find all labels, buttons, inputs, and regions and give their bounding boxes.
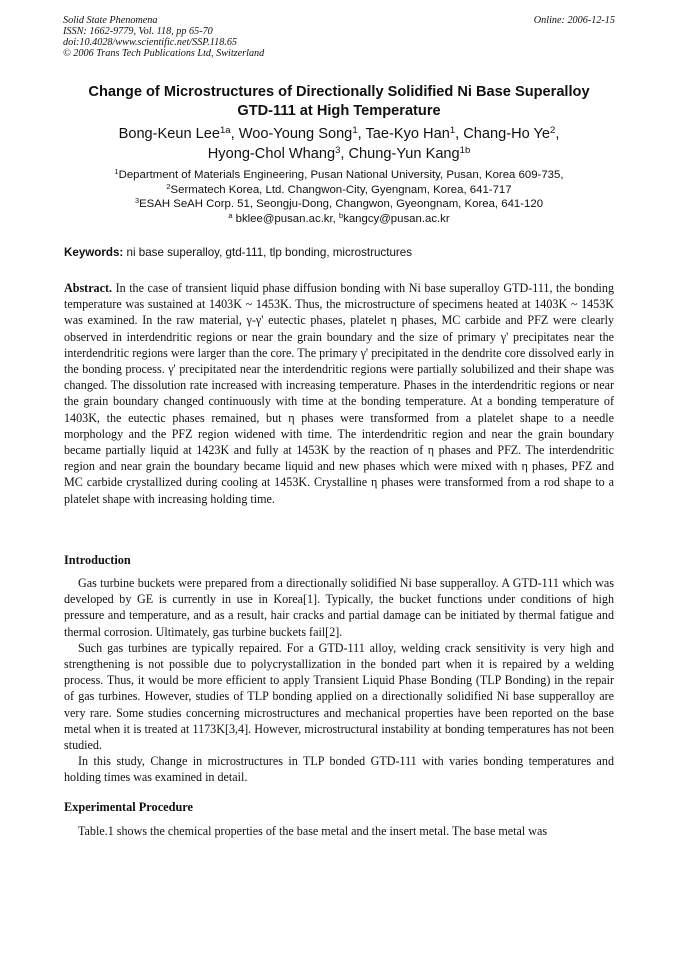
paragraph: Table.1 shows the chemical properties of the base metal and the insert metal. The base metal was — [78, 824, 548, 838]
affil-text: ESAH SeAH Corp. 51, Seongju-Dong, Changwon, Gyeongnam, Korea, 641-120 — [139, 198, 544, 210]
affil-mark: 1 — [114, 167, 119, 176]
email-mark: a — [228, 210, 233, 220]
author-name: Woo-Young Song — [238, 126, 353, 142]
journal-issn: ISSN: 1662-9779, Vol. 118, pp 65-70 — [63, 26, 213, 37]
affil-text: Sermatech Korea, Ltd. Changwon-City, Gyengnam, Korea, 641-717 — [170, 183, 512, 196]
author-affil-mark: 3 — [335, 145, 341, 156]
abstract — [64, 280, 614, 507]
keywords-label: Keywords: — [64, 246, 124, 259]
experimental-heading: Experimental Procedure — [64, 800, 193, 814]
keywords — [64, 246, 412, 260]
email-a[interactable]: bkleе@pusan.ac.kr, — [235, 212, 336, 225]
paper-title — [40, 83, 638, 121]
author-emails — [40, 212, 638, 227]
paragraph: Gas turbine buckets were prepared from a directionally solidified Ni base supperalloy. A GTD-111 which was developed by GE is currently in use in Korea[1]. Typically, the bucket functions under conditions of high pressure and temperature, and as a result, hair cracks and partial damage can be initiated by thermal fatigue and thermal corrosion. Ultimately, gas turbine buckets fail[2]. — [64, 576, 614, 639]
online-date: Online: 2006-12-15 — [533, 15, 615, 26]
author-affil-mark: 1 — [352, 125, 358, 136]
paragraph: Such gas turbines are typically repaired. For a GTD-111 alloy, welding crack sensitivity is very high and strengthening is not possible due to polycrystallization in the bonded part when it is repaired by a welding process. Thus, it would be more efficient to apply Transient Liquid Phase Bonding (TLP Bonding) in the repair of gas turbines. However, studies of TLP bonding applied on a directionally solidified Ni base supperalloy are very rare. Some studies concerning microstructures and mechanical properties have been reported on the base metal when it is treated at 1173K[3,4]. However, microstructural instability at bonding temperatures has not been studied. — [64, 640, 614, 753]
author-name: Chung-Yun Kang — [348, 146, 460, 162]
affiliation-2 — [40, 183, 638, 198]
paragraph: In this study, Change in microstructures in TLP bonded GTD-111 with varies bonding temperatures and holding times was examined in detail. — [64, 754, 614, 785]
author-name: Bong-Keun Lee — [118, 126, 221, 142]
author-list — [40, 124, 638, 164]
journal-doi[interactable]: doi:10.4028/www.scientific.net/SSP.118.65 — [63, 37, 238, 48]
keywords-text: ni base superalloy, gtd-111, tlp bonding, microstructures — [126, 246, 412, 259]
author-name: Tae-Kyo Han — [365, 126, 450, 142]
affiliations — [40, 168, 638, 226]
affil-text: Department of Materials Engineering, Pusan National University, Pusan, Korea 609-735, — [118, 169, 564, 181]
abstract-label: Abstract. — [64, 281, 113, 295]
author-line-2: Hyong-Chol Whang$^3$, Chung-Yun Kang$^{1b}$ — [207, 145, 471, 162]
affil-mark: 2 — [166, 181, 171, 191]
affiliation-1 — [40, 168, 638, 183]
author-affil-mark: 1b — [459, 145, 471, 156]
author-name: Hyong-Chol Whang — [207, 146, 336, 162]
author-affil-mark: 1 — [449, 125, 456, 136]
title-line-2: GTD-111 at High Temperature — [237, 103, 441, 119]
author-affil-mark: 2 — [550, 125, 556, 136]
author-name: Chang-Ho Ye — [463, 126, 551, 142]
experimental-body — [64, 823, 614, 839]
title-line-1: Change of Microstructures of Directionally Solidified Ni Base Superalloy — [88, 84, 590, 100]
journal-name: Solid State Phenomena — [63, 15, 158, 26]
email-mark: b — [339, 210, 344, 220]
journal-header — [63, 15, 264, 59]
author-line-1: Bong-Keun Lee$^{1a}$, Woo-Young Song$^1$, Tae-Kyo Han$^1$, Chang-Ho Ye$^2$, — [118, 125, 560, 142]
introduction-heading: Introduction — [64, 553, 131, 567]
author-affil-mark: 1a — [220, 125, 231, 136]
abstract-text: In the case of transient liquid phase diffusion bonding with Ni base superalloy GTD-111, the bonding temperature was sustained at 1403K ~ 1453K. Thus, the microstructure of specimens heated at 1403K ~ 1453K was examined. In the raw material, γ-γ' eutectic phases, platelet η phases, MC carbide and PFZ were clearly observed in interdendritic regions or near the grain boundary and the size of primary γ' precipitates near the interdendritic regions were larger than the core. The primary γ' precipitated in the dendrite core dissolved early in the bonding process. γ' precipitated near the interdendritic regions were partially solubilized and their shape was changed. The dissolution rate increased with increasing temperature. Phases in the interdendritic regions or near the grain boundary changed continuously with time at the bonding temperature. At a bonding temperature of 1403K, the eutectic phases remained, but η phases were transformed from a platelet shape to a needle morphology and the PFZ region widened with time. The interdendritic region and near the grain boundary became partially liquid at 1423K and fully at 1453K by the reaction of η phases and PFZ. The interdendritic region and near grain the boundary became liquid and new phases which were mixed with η phases, PFZ and MC carbide crystallized during cooling at 1453K. Crystalline η phases were transformed from a rod shape to a platelet shape with increasing holding time. — [64, 281, 614, 506]
introduction-body — [64, 575, 614, 786]
affiliation-3 — [40, 197, 638, 212]
affil-mark: 3 — [134, 196, 140, 205]
email-b[interactable]: kangcy@pusan.ac.kr — [343, 212, 450, 225]
journal-copyright: © 2006 Trans Tech Publications Ltd, Switzerland — [63, 48, 265, 59]
